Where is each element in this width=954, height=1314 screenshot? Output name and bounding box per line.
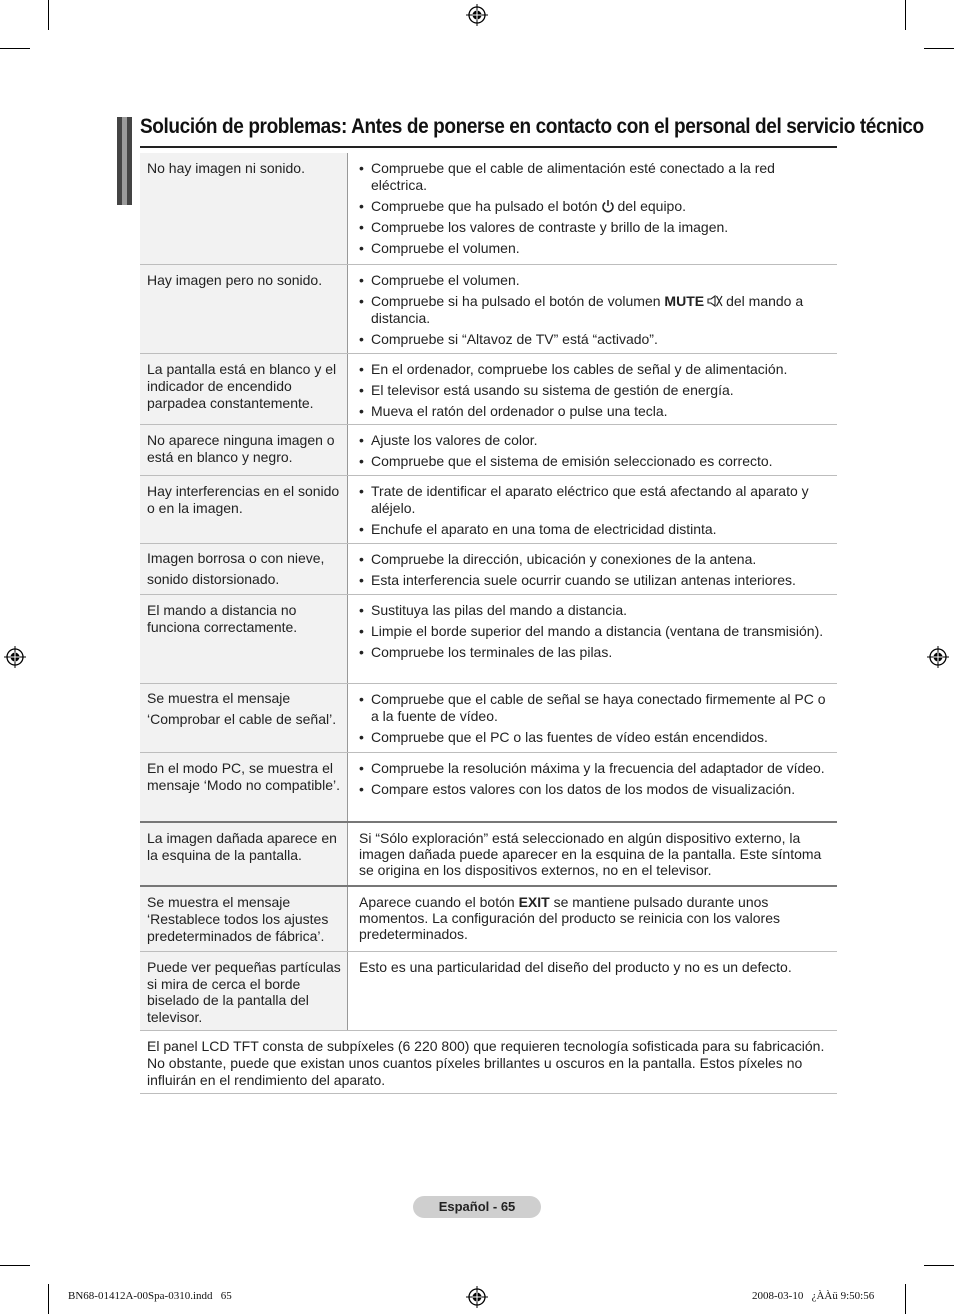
table-row [140, 952, 837, 1031]
table-row [140, 354, 837, 425]
troubleshooting-table [140, 153, 837, 1094]
problem-cell: En el modo PC, se muestra el mensaje ‘Modo no compatible’. [140, 753, 348, 821]
lcd-note: El panel LCD TFT consta de subpíxeles (6 220 800) que requieren tecnología sofisticada para su fabricación. No obstante, puede que existan unos cuantos píxeles brillantes u oscuros en la pantalla. Estos píxeles no influirán en el rendimiento del aparato. [140, 1031, 837, 1094]
table-row [140, 544, 837, 595]
solution-cell [348, 354, 837, 424]
registration-mark-icon [466, 1286, 488, 1308]
list-item: • Compruebe el volumen. [359, 272, 520, 288]
list-item: • Enchufe el aparato en una toma de electricidad distinta. [359, 521, 717, 537]
solution-cell [348, 544, 837, 594]
solution-cell [348, 823, 837, 885]
solution-cell [348, 265, 837, 353]
mute-icon [707, 294, 723, 308]
title-underline [140, 146, 837, 148]
list-item: • Esta interferencia suele ocurrir cuando se utilizan antenas interiores. [359, 572, 796, 588]
title-accent-bar [117, 117, 132, 205]
list-item: • Compruebe si ha pulsado el botón de volumen MUTE del mando a distancia. [359, 293, 804, 326]
solution-cell [348, 476, 837, 543]
solution-text: Si “Sólo exploración” está seleccionado en algún dispositivo externo, la imagen dañada puede aparecer en la esquina de la pantalla. Este síntoma se origina en los dispositivos externos, no en el televisor. [359, 830, 822, 878]
list-item: • Compruebe si “Altavoz de TV” está “activado”. [359, 331, 658, 347]
list-item: • Limpie el borde superior del mando a distancia (ventana de transmisión). [359, 623, 824, 639]
page-number: Español - 65 [413, 1196, 541, 1218]
list-item: • En el ordenador, compruebe los cables de señal y de alimentación. [359, 361, 788, 377]
table-row [140, 595, 837, 684]
table-row [140, 753, 837, 823]
table-row [140, 265, 837, 354]
solution-cell [348, 684, 837, 752]
crop-mark [0, 48, 30, 49]
list-item: • Mueva el ratón del ordenador o pulse una tecla. [359, 403, 668, 419]
list-item: • Compruebe la resolución máxima y la frecuencia del adaptador de vídeo. [359, 760, 825, 776]
list-item: • Compruebe que el cable de alimentación esté conectado a la red eléctrica. [359, 160, 775, 193]
problem-cell: Se muestra el mensaje ‘Restablece todos los ajustes predeterminados de fábrica’. [140, 887, 348, 951]
crop-mark [924, 48, 954, 49]
registration-mark-icon [466, 4, 488, 26]
problem-cell: La imagen dañada aparece en la esquina de la pantalla. [140, 823, 348, 885]
list-item: • Compruebe que el PC o las fuentes de vídeo están encendidos. [359, 729, 768, 745]
footer-filename: BN68-01412A-00Spa-0310.indd 65 [68, 1290, 232, 1302]
registration-mark-icon [4, 646, 26, 668]
exit-label: EXIT [518, 894, 550, 910]
problem-cell: El mando a distancia no funciona correctamente. [140, 595, 348, 683]
registration-mark-icon [927, 646, 949, 668]
solution-text: Esto es una particularidad del diseño del producto y no es un defecto. [359, 959, 792, 975]
list-item: • Compruebe los terminales de las pilas. [359, 644, 613, 660]
solution-cell [348, 425, 837, 475]
problem-cell: No aparece ninguna imagen o está en blanco y negro. [140, 425, 348, 475]
power-icon [601, 199, 615, 213]
table-row [140, 823, 837, 887]
solution-cell [348, 753, 837, 821]
problem-cell: Imagen borrosa o con nieve, sonido distorsionado. [140, 544, 348, 594]
solution-cell [348, 595, 837, 683]
list-item: • Compruebe que el sistema de emisión seleccionado es correcto. [359, 453, 773, 469]
list-item: • El televisor está usando su sistema de gestión de energía. [359, 382, 734, 398]
table-row [140, 684, 837, 753]
list-item: • Compruebe que el cable de señal se haya conectado firmemente al PC o a la fuente de vídeo. [359, 691, 826, 724]
problem-cell: Se muestra el mensaje ‘Comprobar el cable de señal’. [140, 684, 348, 752]
list-item: • Trate de identificar el aparato eléctrico que está afectando al aparato y aléjelo. [359, 483, 809, 516]
problem-cell: La pantalla está en blanco y el indicador de encendido parpadea constantemente. [140, 354, 348, 424]
crop-mark [48, 1284, 49, 1314]
list-item: • Ajuste los valores de color. [359, 432, 538, 448]
problem-cell: Hay interferencias en el sonido o en la imagen. [140, 476, 348, 543]
table-row [140, 153, 837, 265]
mute-label: MUTE [664, 293, 705, 309]
list-item: • Compruebe el volumen. [359, 240, 520, 256]
solution-cell [348, 952, 837, 1030]
solution-cell [348, 153, 837, 264]
crop-mark [0, 1265, 30, 1266]
solution-cell [348, 887, 837, 951]
crop-mark [48, 0, 49, 30]
problem-cell: Hay imagen pero no sonido. [140, 265, 348, 353]
list-item: • Compruebe la dirección, ubicación y conexiones de la antena. [359, 551, 757, 567]
list-item: • Sustituya las pilas del mando a distancia. [359, 602, 628, 618]
solution-text: Aparece cuando el botón EXIT se mantiene pulsado durante unos momentos. La configuración del producto se reinicia con los valores predeterminados. [359, 894, 781, 942]
table-row [140, 425, 837, 476]
footer-timestamp: 2008-03-10 ¿ÀÀü 9:50:56 [752, 1290, 875, 1302]
table-row [140, 887, 837, 952]
crop-mark [905, 1284, 906, 1314]
crop-mark [924, 1265, 954, 1266]
list-item: • Compruebe que ha pulsado el botón del equipo. [359, 198, 687, 214]
table-row [140, 476, 837, 544]
list-item: • Compare estos valores con los datos de los modos de visualización. [359, 781, 796, 797]
problem-cell: Puede ver pequeñas partículas si mira de cerca el borde biselado de la pantalla del televisor. [140, 952, 348, 1030]
problem-cell: No hay imagen ni sonido. [140, 153, 348, 264]
list-item: • Compruebe los valores de contraste y brillo de la imagen. [359, 219, 729, 235]
page-title: Solución de problemas: Antes de ponerse en contacto con el personal del servicio técnico [140, 114, 924, 138]
crop-mark [905, 0, 906, 30]
